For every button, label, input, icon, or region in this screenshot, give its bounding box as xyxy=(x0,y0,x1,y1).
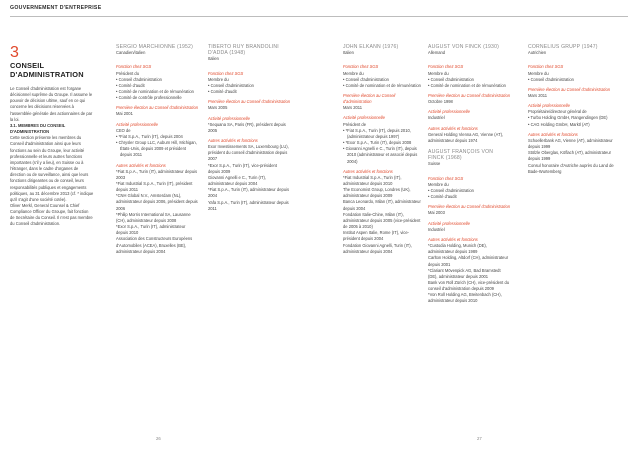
detail-line: Institut Aspen Italie, Rome (IT), vice-président depuis 2004 xyxy=(343,230,409,242)
member-nationality: Canadien/italien xyxy=(116,50,146,56)
detail-line: *Fiat S.p.A., Turin (IT), administrateur depuis 2004 xyxy=(208,187,289,199)
bullet-text: *Fiat S.p.A., Turin (IT), depuis 2004 xyxy=(118,133,183,139)
bullet-text: Comité de nomination et de rémunération xyxy=(430,82,506,88)
detail-line: CEO de xyxy=(116,127,131,133)
bullet-dot-icon: • xyxy=(528,76,531,82)
bullet-text: Comité de nomination et de rémunération xyxy=(345,82,421,88)
member-nationality: Suisse xyxy=(428,161,441,167)
detail-line: Président du xyxy=(116,70,139,76)
bullet-item xyxy=(428,83,510,89)
detail-line: Exor Investissements SA, Luxembourg (LU), président du conseil d'administration depuis 2007 xyxy=(208,144,289,162)
member-name: AUGUST VON FINCK (1930) xyxy=(428,44,500,50)
member-column xyxy=(116,44,198,255)
member-column xyxy=(428,44,510,305)
section-label: Autres activités et fonctions xyxy=(528,131,578,137)
detail-line: *CNH Global N.V., Amsterdam (NL), administrateur depuis 2006, président depuis 2006 xyxy=(116,193,198,211)
member-name: SERGIO MARCHIONNE (1952) xyxy=(116,44,193,50)
detail-line: Banca Leonardo, Milan (IT), administrateur depuis 2004 xyxy=(343,199,421,211)
member-nationality: Italien xyxy=(208,56,219,62)
bullet-dot-icon: • xyxy=(208,89,211,95)
bullet-dot-icon: • xyxy=(343,82,346,88)
detail-line: Mars 2011 xyxy=(528,92,548,98)
detail-line: Fondation Giovanni Agnelli, Turin (IT), administrateur depuis 2004 xyxy=(343,242,412,254)
detail-line: *Fiat Industrial S.p.A., Turin (IT), président depuis 2011 xyxy=(116,181,193,193)
detail-line: Membre du xyxy=(428,70,449,76)
detail-line: Consul honoraire d'Autriche auprès du Land de Bade-Wurtemberg xyxy=(528,162,614,174)
bullet-dot-icon: • xyxy=(428,76,431,82)
bullet-dot-icon: • xyxy=(343,140,346,146)
bullet-text: Conseil d'administration xyxy=(210,82,254,88)
subsection-heading-line: 3.1. MEMBRES DU CONSEIL xyxy=(10,122,66,128)
detail-line: Mars 2011 xyxy=(343,105,363,111)
section-title-line: CONSEIL xyxy=(10,61,45,70)
detail-line: Stölzle Oberglas, Köflach (AT), administrateur depuis 1999 xyxy=(528,150,611,162)
detail-line: *Exor S.p.A., Turin (IT), vice-président depuis 2009 xyxy=(208,162,277,174)
member-column xyxy=(343,44,423,255)
bullet-text: Comité de contrôle professionnelle xyxy=(118,95,182,101)
member-name: CORNELIUS GRUPP (1947) xyxy=(528,44,598,50)
detail-line: Propriétaire/directeur général de xyxy=(528,109,587,115)
bullet-text: Chrysler Group LLC, Auburn Hill, Michigan, États-Unis, depuis 2009 et président depuis 2011 xyxy=(118,140,197,158)
bullet-text: Giovanni Agnelli e C., Turin (IT), depuis 2010 (administrateur et associé depuis 2004) xyxy=(345,146,418,164)
section-number: 3 xyxy=(10,44,19,61)
bullet-dot-icon: • xyxy=(343,127,346,133)
bullet-dot-icon: • xyxy=(428,194,431,200)
section-label: Activité professionnelle xyxy=(343,115,385,121)
detail-line: *Clariant Mövenpick AG, Bad Bramstedt (DE), administrateur depuis 2001 xyxy=(428,267,501,279)
detail-line: Giovanni Agnelli e C., Turin (IT), administrateur depuis 2004 xyxy=(208,174,267,187)
page-header-title: GOUVERNEMENT D'ENTREPRISE xyxy=(10,5,102,11)
bullet-text: CAG Holding GmbH, Marktl (AT) xyxy=(530,121,590,127)
bullet-dot-icon: • xyxy=(343,146,346,152)
bullet-text: *Fiat S.p.A., Turin (IT), depuis 2010, (administrateur depuis 1997) xyxy=(345,127,411,139)
detail-line: Président de xyxy=(343,121,366,127)
section-label: Première élection au Conseil d'administration xyxy=(208,99,291,105)
bullet-dot-icon: • xyxy=(208,82,211,88)
subsection-heading-line: D'ADMINISTRATION xyxy=(10,129,50,135)
bullet-text: *Exor S.p.A., Turin (IT), depuis 2008 xyxy=(345,140,412,146)
section-label: Fonction chez SGS xyxy=(428,175,464,181)
detail-line: *Custodia Holding, Munich (DE), administrateur depuis 1989 xyxy=(428,243,487,255)
bullet-text: Comité d'audit xyxy=(210,89,237,95)
bullet-text: Conseil d'administration xyxy=(118,76,162,82)
bullet-dot-icon: • xyxy=(116,95,119,101)
bullet-dot-icon: • xyxy=(116,76,119,82)
section-label: Fonction chez SGS xyxy=(428,64,464,70)
section-label: Autres activités et fonctions xyxy=(428,125,478,131)
bullet-text: Conseil d'administration xyxy=(345,76,389,82)
detail-line: Mai 2003 xyxy=(428,210,445,216)
section-label: Fonction chez SGS xyxy=(343,64,379,70)
section-label: Activité professionnelle xyxy=(428,220,470,226)
section-label: Première élection au Conseil d'administration xyxy=(428,92,511,98)
page-number-left: 26 xyxy=(156,436,161,441)
detail-line: *Sequana SA, Paris (FR), président depuis 2005 xyxy=(208,121,286,133)
detail-line: Industriel xyxy=(428,226,445,232)
section-label: Première élection au Conseil d'administration xyxy=(116,105,199,111)
section-label: Première élection au Conseil d'administration xyxy=(428,204,511,210)
detail-line: Industriel xyxy=(428,115,445,121)
member-nationality: Autrichien xyxy=(528,50,547,56)
bullet-text: Comité de nomination et de rémunération xyxy=(118,88,194,94)
section-label: Activité professionnelle xyxy=(528,103,570,109)
section-label: Activité professionnelle xyxy=(208,115,250,121)
section-label: Autres activités et fonctions xyxy=(428,236,478,242)
section-label: Activité professionnelle xyxy=(116,121,158,127)
detail-line: Yafa S.p.A., Turin (IT), administrateur depuis 2011 xyxy=(208,199,289,211)
section-label: Fonction chez SGS xyxy=(116,64,152,70)
detail-line: The Economist Group, Londres (UK), administrateur depuis 2009 xyxy=(343,187,411,199)
bullet-text: Comité d'audit xyxy=(118,82,145,88)
detail-line: *Exor S.p.A., Turin (IT), administrateur depuis 2010 xyxy=(116,224,186,236)
intro-column xyxy=(10,44,94,228)
bullet-text: Comité d'audit xyxy=(430,194,457,200)
detail-line: Membre du xyxy=(528,70,549,76)
section-title-line: D'ADMINISTRATION xyxy=(10,69,84,79)
section-label: Autres activités et fonctions xyxy=(116,162,166,168)
bullet-dot-icon: • xyxy=(116,133,119,139)
member-nationality: Italien xyxy=(343,50,354,56)
bullet-text: Conseil d'administration xyxy=(430,76,474,82)
bullet-dot-icon: • xyxy=(528,115,531,121)
detail-line: *Fiat S.p.A., Turin (IT), administrateur depuis 2003 xyxy=(116,168,197,180)
bullet-dot-icon: • xyxy=(428,187,431,193)
bullet-text: Conseil d'administration xyxy=(530,76,574,82)
bullet-item xyxy=(343,83,423,89)
intro-paragraph: Oliver Merkl, General Counsel & Chief Compliance Officer du Groupe, fait fonction de Secrétaire du Conseil. Il n'est pas membre du Conseil d'administration. xyxy=(10,202,93,227)
bullet-item xyxy=(343,128,423,140)
bullet-text: Conseil d'administration xyxy=(430,187,474,193)
member-column xyxy=(528,44,618,175)
detail-line: Membre du xyxy=(208,76,229,82)
detail-line: Association des Constructeurs Européens d'Automobiles (ACEA), Bruxelles (BE), administrateur depuis 2004 xyxy=(116,236,193,254)
detail-line: *Fiat Industrial S.p.A., Turin (IT), administrateur depuis 2010 xyxy=(343,174,402,187)
section-label: Fonction chez SGS xyxy=(208,70,244,76)
detail-line: Carlton Holding, Altdorf (CH), administrateur depuis 2001 xyxy=(428,255,509,267)
member-name: JOHN ELKANN (1976) xyxy=(343,44,399,50)
detail-line: Bank von Roll Zürich (CH), vice-président du conseil d'administration depuis 2009 xyxy=(428,279,509,292)
member-nationality: Allemand xyxy=(428,50,446,56)
detail-line: Fondation Italie-Chine, Milan (IT), administrateur depuis 2005 (vice-président de 2005 à 2010) xyxy=(343,211,421,230)
bullet-dot-icon: • xyxy=(528,121,531,127)
section-label: Autres activités et fonctions xyxy=(343,168,393,174)
bullet-item xyxy=(116,140,198,158)
detail-line: *Von Roll Holding AG, Breitenbach (CH), administrateur depuis 2010 xyxy=(428,292,502,304)
section-label: Autres activités et fonctions xyxy=(208,137,258,143)
detail-line: Mars 2005 xyxy=(208,105,228,111)
section-label: Première élection au Conseil d'administration xyxy=(343,92,396,105)
bullet-dot-icon: • xyxy=(428,82,431,88)
bullet-dot-icon: • xyxy=(343,76,346,82)
subsection-heading xyxy=(10,123,94,135)
bullet-text: Turbo Holding GmbH, Rangendingen (DE) xyxy=(530,115,608,121)
member-name: TIBERTO RUY BRANDOLINI D'ADDA (1948) xyxy=(208,44,279,57)
member-column xyxy=(208,44,290,212)
detail-line: Membre du xyxy=(343,70,364,76)
section-title xyxy=(10,62,94,79)
detail-line: *Philip Morris International SA, Lausanne (CH), administrateur depuis 2008 xyxy=(116,211,191,223)
member-name: AUGUST FRANÇOIS VON FINCK (1968) xyxy=(428,149,494,162)
section-label: Fonction chez SGS xyxy=(528,64,564,70)
detail-line: Schoellerbank AG, Vienne (AT), administrateur depuis 1999 xyxy=(528,137,613,150)
detail-line: Mai 2001 xyxy=(116,111,133,117)
detail-line: General Holding Vienna AG, Vienne (AT), administrateur depuis 1974 xyxy=(428,131,504,143)
section-label: Première élection au Conseil d'administration xyxy=(528,86,611,92)
detail-line: Octobre 1998 xyxy=(428,99,453,105)
bullet-dot-icon: • xyxy=(116,88,119,94)
intro-paragraph: Cette section présente les membres du Conseil d'administration ainsi que leurs fonctions au sein du Groupe, leur activité professionnelle et leurs autres fonctions importantes (s'il y a lieu), en Suisse ou à l'étranger, dans le cadre d'organes de direction ou de surveillance, ainsi que leurs fonctions dirigeantes ou de conseil, leurs responsabilités publiques et engagements politiques, au 31 décembre 2013 (cf. * indique qu'il s'agit d'une société cotée). xyxy=(10,135,94,202)
section-label: Activité professionnelle xyxy=(428,109,470,115)
intro-paragraph: Le Conseil d'administration est l'organe décisionnel suprême du Groupe. Il assume le pouvoir de décision ultime, sauf en ce qui concerne les décisions réservées à l'assemblée générale des actionnaires de par la loi. xyxy=(10,86,93,122)
bullet-dot-icon: • xyxy=(116,82,119,88)
bullet-dot-icon: • xyxy=(116,140,119,146)
page-number-right: 27 xyxy=(477,436,482,441)
bullet-item xyxy=(343,146,423,164)
detail-line: Membre du xyxy=(428,181,449,187)
header-divider xyxy=(10,16,628,17)
